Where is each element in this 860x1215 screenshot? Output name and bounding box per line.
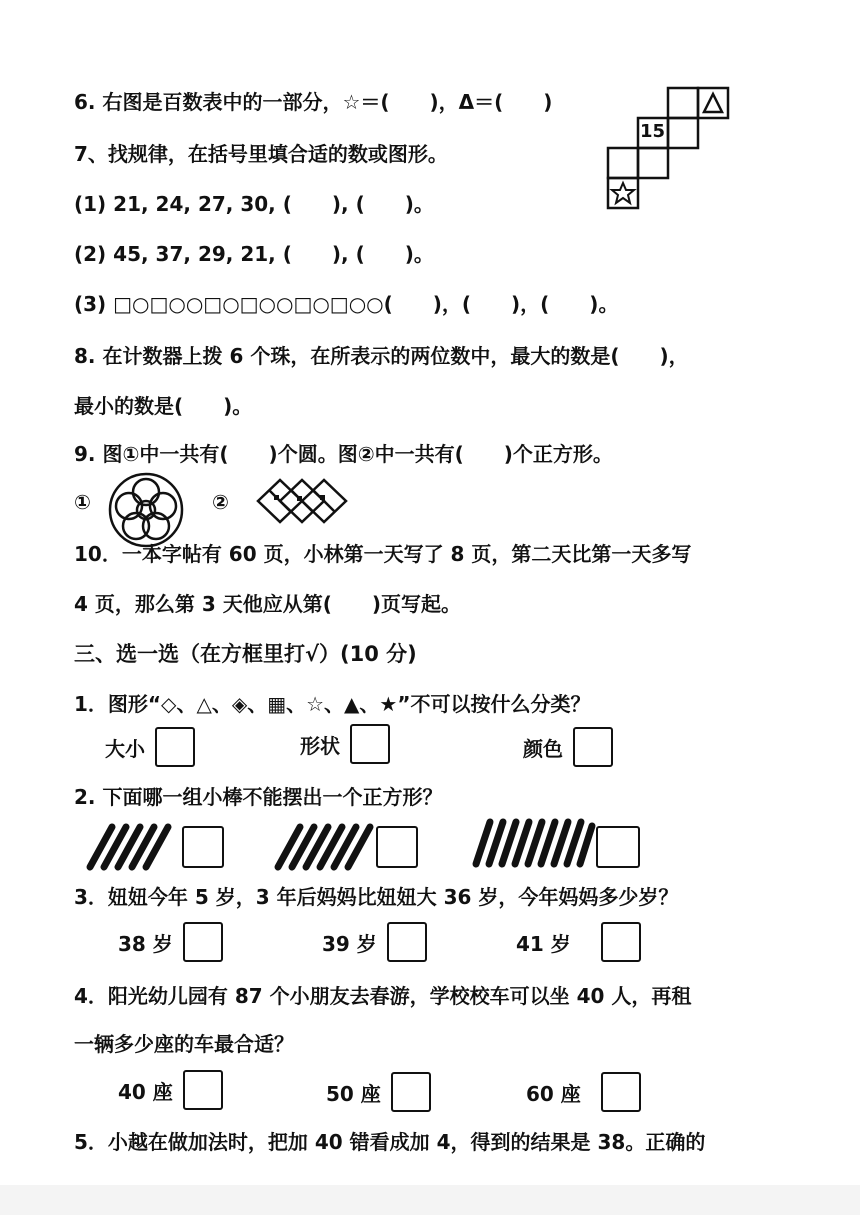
stick-group-3 — [470, 818, 594, 868]
grid-number-15: 15 — [640, 121, 666, 142]
q1-checkbox-size[interactable] — [155, 727, 195, 767]
choose-question-5: 5．小越在做加法时，把加 40 错看成加 4，得到的结果是 38。正确的 — [74, 1130, 706, 1154]
figure-1-circles — [106, 470, 186, 550]
q1-checkbox-color[interactable] — [573, 727, 613, 767]
question-8-line2: 最小的数是( )。 — [74, 394, 253, 418]
choose-question-3: 3．妞妞今年 5 岁，3 年后妈妈比妞妞大 36 岁，今年妈妈多少岁？ — [74, 885, 679, 909]
section-three-title: 三、选一选（在方框里打√）(10 分) — [74, 642, 417, 666]
figure-2-label: ② — [212, 490, 229, 514]
q3-option-39: 39 岁 — [322, 922, 427, 962]
q2-checkbox-2[interactable] — [376, 826, 418, 868]
question-7-1: (1) 21, 24, 27, 30, ( ), ( )。 — [74, 192, 434, 216]
question-9: 9. 图①中一共有( )个圆。图②中一共有( )个正方形。 — [74, 442, 613, 466]
star-icon — [612, 183, 634, 203]
question-10-line2: 4 页，那么第 3 天他应从第( )页写起。 — [74, 592, 462, 616]
stick-group-1 — [84, 823, 174, 871]
q4-option-50: 50 座 — [326, 1072, 431, 1112]
triangle-icon — [704, 94, 722, 112]
hundred-chart-fragment — [600, 86, 740, 216]
choose-question-4-line2: 一辆多少座的车最合适？ — [74, 1032, 294, 1056]
question-8-line1: 8. 在计数器上拨 6 个珠，在所表示的两位数中，最大的数是( )， — [74, 344, 689, 368]
q2-checkbox-3[interactable] — [596, 826, 640, 868]
q1-option-size: 大小 — [105, 727, 195, 767]
q4-checkbox-60[interactable] — [601, 1072, 641, 1112]
question-7-3: (3) □○□○○□○□○○□○□○○( )，( )，( )。 — [74, 292, 619, 316]
q3-option-38: 38 岁 — [118, 922, 223, 962]
choose-question-1: 1．图形“◇、△、◈、▦、☆、▲、★”不可以按什么分类？ — [74, 692, 591, 716]
q3-checkbox-39[interactable] — [387, 922, 427, 962]
question-6: 6. 右图是百数表中的一部分，☆＝( )，Δ＝( ) — [74, 90, 553, 114]
question-7: 7、找规律，在括号里填合适的数或图形。 — [74, 142, 448, 166]
figure-2-squares — [254, 476, 354, 526]
q4-checkbox-40[interactable] — [183, 1070, 223, 1110]
q3-checkbox-41[interactable] — [601, 922, 641, 962]
q4-option-40: 40 座 — [118, 1070, 223, 1110]
q1-option-color: 颜色 — [523, 727, 613, 767]
q4-option-60: 60 座 — [526, 1072, 641, 1112]
q3-checkbox-38[interactable] — [183, 922, 223, 962]
q3-option-41: 41 岁 — [516, 922, 641, 962]
page-footer-band — [0, 1185, 860, 1215]
q1-checkbox-shape[interactable] — [350, 724, 390, 764]
q2-checkbox-1[interactable] — [182, 826, 224, 868]
question-7-2: (2) 45, 37, 29, 21, ( ), ( )。 — [74, 242, 434, 266]
choose-question-2: 2. 下面哪一组小棒不能摆出一个正方形？ — [74, 785, 443, 809]
q4-checkbox-50[interactable] — [391, 1072, 431, 1112]
figure-1-label: ① — [74, 490, 91, 514]
choose-question-4-line1: 4．阳光幼儿园有 87 个小朋友去春游，学校校车可以坐 40 人，再租 — [74, 984, 692, 1008]
question-10-line1: 10．一本字帖有 60 页，小林第一天写了 8 页，第二天比第一天多写 — [74, 542, 692, 566]
q1-option-shape: 形状 — [300, 724, 390, 764]
stick-group-2 — [272, 823, 376, 871]
